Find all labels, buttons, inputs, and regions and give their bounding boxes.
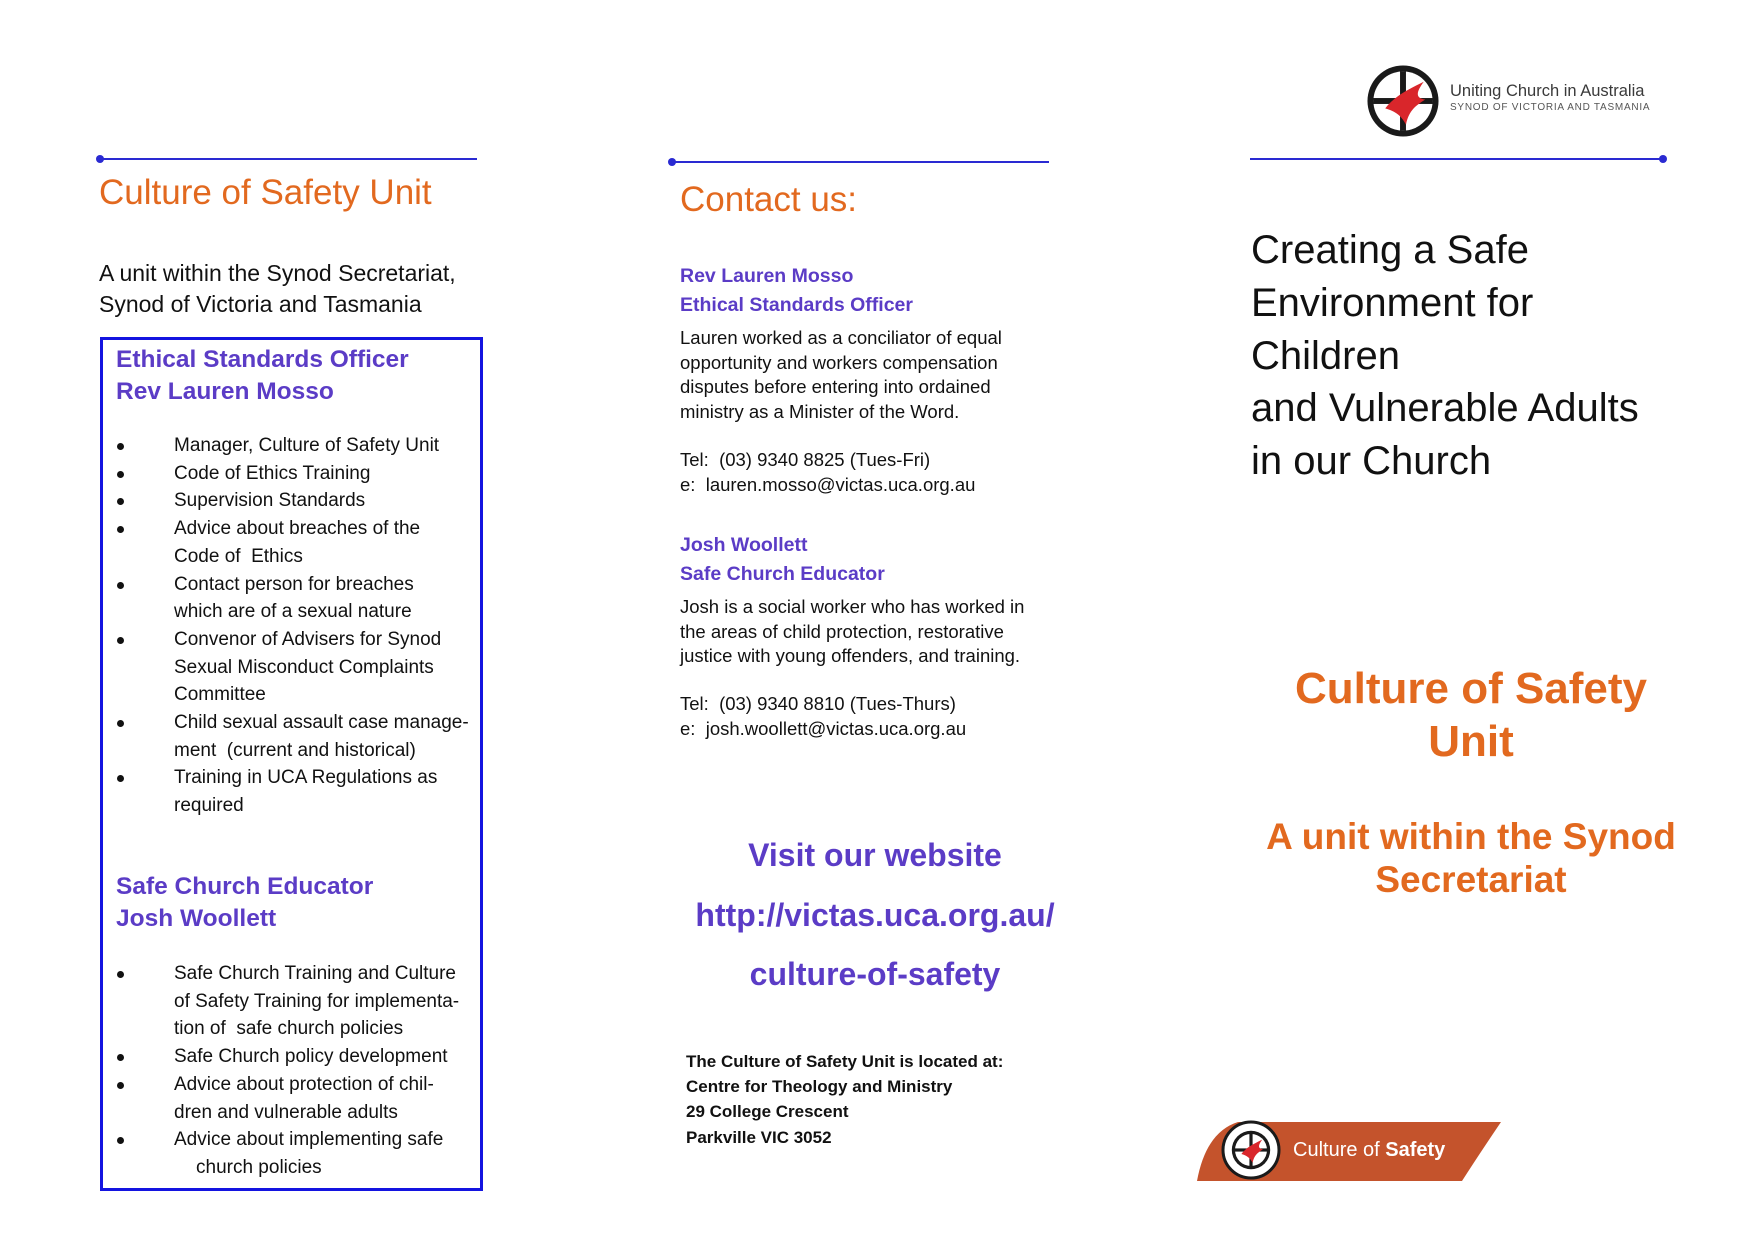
contact-details [680, 692, 966, 741]
logo-church-name: Uniting Church in Australia [1450, 82, 1645, 100]
rule-end-dot [96, 155, 104, 163]
website-url-line: http://victas.uca.org.au/ [695, 896, 1055, 933]
role-title: Safe Church Educator [116, 873, 374, 900]
address-block [686, 1049, 1003, 1150]
list-item-text: Sexual Misconduct Complaints [174, 656, 434, 678]
bullet-icon [117, 971, 124, 978]
bullet-icon [117, 637, 124, 644]
role-header-safe-church [116, 871, 373, 935]
list-item-text: Committee [174, 684, 266, 706]
unit-title-line: Culture of Safety [1294, 664, 1648, 713]
footer-logo-text-bold: Safety [1385, 1139, 1446, 1161]
left-panel-heading: Culture of Safety Unit [99, 173, 432, 212]
list-item-text: Training in UCA Regulations as [174, 767, 438, 789]
unit-title [1271, 662, 1671, 768]
ethical-standards-duties-list [110, 432, 469, 820]
intro-line: A unit within the Synod Secretariat, [99, 260, 456, 286]
brochure-title [1251, 224, 1639, 488]
contact-role: Ethical Standards Officer [680, 294, 913, 316]
address-line: The Culture of Safety Unit is located at: [686, 1052, 1004, 1071]
list-item-text: Code of Ethics [174, 545, 303, 567]
list-item [110, 1126, 459, 1181]
unit-subtitle-line: A unit within the Synod [1266, 816, 1676, 857]
bio-line: the areas of child protection, restorative [680, 620, 1004, 642]
bio-line: disputes before entering into ordained [680, 376, 991, 398]
list-item [110, 460, 469, 488]
list-item-text: dren and vulnerable adults [174, 1101, 398, 1123]
role-title: Ethical Standards Officer [116, 346, 409, 373]
unit-title-line: Unit [1428, 717, 1514, 766]
bullet-icon [117, 526, 124, 533]
list-item-text: Manager, Culture of Safety Unit [174, 435, 440, 456]
contact-name: Josh Woollett [680, 534, 808, 556]
right-panel-rule [1250, 158, 1664, 160]
contact-email: e: lauren.mosso@victas.uca.org.au [680, 473, 976, 495]
list-item [110, 432, 469, 460]
website-block [655, 826, 1095, 1005]
list-item-text: ment (current and historical) [174, 739, 416, 761]
safe-church-duties-list [110, 960, 459, 1182]
contact-bio [680, 595, 1024, 669]
roles-box [100, 337, 483, 1191]
contact-email: e: josh.woollett@victas.uca.org.au [680, 717, 967, 739]
bullet-icon [117, 498, 124, 505]
logo-synod-name: SYNOD OF VICTORIA AND TASMANIA [1450, 102, 1651, 113]
bio-line: Josh is a social worker who has worked in [680, 596, 1025, 617]
title-line: Creating a Safe [1251, 228, 1529, 272]
footer-logo-text [1293, 1138, 1445, 1162]
rule-end-dot [1659, 155, 1667, 163]
list-item [110, 626, 469, 709]
address-line: Parkville VIC 3052 [686, 1127, 832, 1147]
list-item-text: Advice about protection of chil- [174, 1073, 434, 1095]
list-item-text: Safe Church Training and Culture [174, 963, 456, 984]
list-item-text: Advice about breaches of the [174, 518, 421, 540]
left-panel-rule [99, 158, 477, 160]
list-item [110, 487, 469, 515]
list-item [110, 960, 459, 1043]
bullet-icon [117, 1054, 124, 1061]
bullet-icon [117, 775, 124, 782]
bio-line: opportunity and workers compensation [680, 351, 998, 373]
bullet-icon [117, 582, 124, 589]
list-item [110, 1071, 459, 1126]
contact-phone: Tel: (03) 9340 8810 (Tues-Thurs) [680, 693, 956, 714]
list-item-text: tion of safe church policies [174, 1018, 404, 1040]
contact-bio [680, 326, 1002, 424]
contact-name: Rev Lauren Mosso [680, 265, 854, 287]
website-url-line: culture-of-safety [749, 956, 1001, 992]
bio-line: Lauren worked as a conciliator of equal [680, 327, 1002, 348]
list-item-text: Code of Ethics Training [174, 462, 371, 484]
footer-logo-text-regular: Culture of [1293, 1139, 1386, 1161]
contact-role: Safe Church Educator [680, 562, 885, 585]
title-line: and Vulnerable Adults [1251, 386, 1639, 431]
unit-subtitle-line: Secretariat [1375, 858, 1567, 900]
bullet-icon [117, 1082, 124, 1089]
list-item-text: Supervision Standards [174, 490, 366, 512]
list-item-text: Convenor of Advisers for Synod [174, 628, 442, 650]
list-item [110, 515, 469, 570]
title-line: Environment for [1251, 280, 1534, 325]
bio-line: ministry as a Minister of the Word. [680, 400, 960, 422]
list-item-text: Child sexual assault case manage- [174, 712, 469, 734]
list-item-text: church policies [196, 1156, 322, 1178]
bullet-icon [117, 443, 124, 450]
contact-phone: Tel: (03) 9340 8825 (Tues-Fri) [680, 449, 931, 470]
list-item-text: Contact person for breaches [174, 573, 414, 595]
contact-heading: Contact us: [680, 180, 858, 219]
list-item-text: Advice about implementing safe [174, 1129, 444, 1151]
contact-header-lauren [680, 262, 913, 320]
list-item-text: of Safety Training for implementa- [174, 990, 460, 1012]
address-line: 29 College Crescent [686, 1102, 849, 1122]
list-item-text: Safe Church policy development [174, 1046, 448, 1068]
contact-header-josh [680, 531, 885, 588]
title-line: Children [1251, 333, 1400, 378]
bullet-icon [117, 1137, 124, 1144]
list-item [110, 709, 469, 764]
list-item-text: which are of a sexual nature [174, 601, 412, 623]
role-person-name: Rev Lauren Mosso [116, 378, 334, 405]
uniting-church-logo-icon [1366, 64, 1440, 138]
list-item [110, 764, 469, 819]
middle-panel-rule [671, 161, 1049, 163]
website-heading: Visit our website [748, 837, 1002, 873]
role-header-ethical-standards [116, 344, 409, 408]
bio-line: justice with young offenders, and training. [680, 645, 1021, 666]
rule-end-dot [668, 158, 676, 166]
intro-line: Synod of Victoria and Tasmania [99, 290, 422, 317]
list-item-text: required [174, 795, 244, 817]
unit-subtitle [1251, 816, 1691, 901]
address-line: Centre for Theology and Ministry [686, 1077, 953, 1097]
list-item [110, 1043, 459, 1071]
role-person-name: Josh Woollett [116, 905, 277, 932]
contact-details [680, 448, 975, 497]
left-panel-intro [99, 258, 456, 319]
bullet-icon [117, 720, 124, 727]
bullet-icon [117, 471, 124, 478]
list-item [110, 571, 469, 626]
title-line: in our Church [1251, 439, 1492, 483]
